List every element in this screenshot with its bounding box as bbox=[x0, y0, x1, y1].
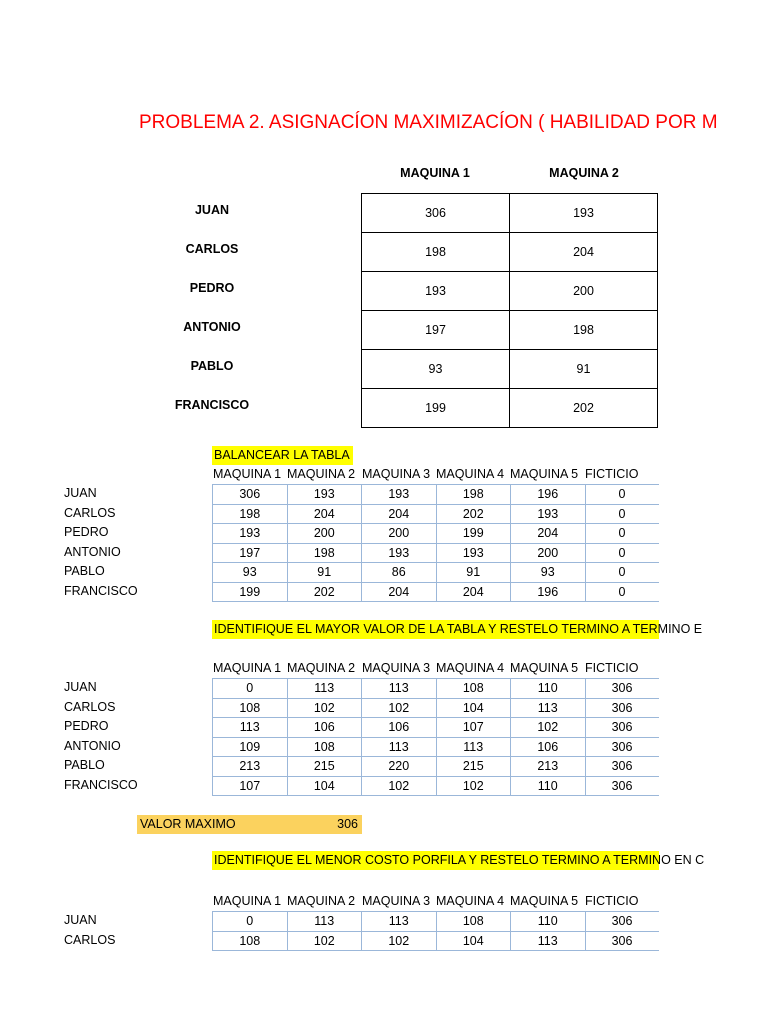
table-cell[interactable]: 104 bbox=[436, 698, 511, 718]
section1-col-header: MAQUINA 3 bbox=[362, 467, 431, 481]
table-cell[interactable]: 199 bbox=[213, 582, 288, 602]
table-cell[interactable]: 200 bbox=[510, 272, 658, 311]
table-cell[interactable]: 91 bbox=[510, 350, 658, 389]
section3-col-header: MAQUINA 3 bbox=[362, 894, 431, 908]
table-cell[interactable]: 106 bbox=[511, 737, 586, 757]
table-row bbox=[213, 543, 659, 563]
table-cell[interactable]: 113 bbox=[287, 912, 362, 932]
table-cell[interactable]: 110 bbox=[511, 912, 586, 932]
table-row bbox=[213, 757, 659, 777]
table-cell[interactable]: 198 bbox=[436, 485, 511, 505]
table-cell[interactable]: 306 bbox=[362, 194, 510, 233]
table-cell[interactable]: 0 bbox=[213, 679, 288, 699]
table-cell[interactable]: 193 bbox=[362, 272, 510, 311]
table-cell[interactable]: 306 bbox=[585, 912, 659, 932]
section1-row-label: FRANCISCO bbox=[64, 583, 138, 598]
table-cell[interactable]: 108 bbox=[213, 698, 288, 718]
table-row bbox=[213, 582, 659, 602]
table-cell[interactable]: 198 bbox=[510, 311, 658, 350]
section1-col-header: MAQUINA 4 bbox=[436, 467, 505, 481]
table-cell[interactable]: 113 bbox=[362, 912, 437, 932]
section2-col-header: MAQUINA 4 bbox=[436, 661, 505, 675]
table-row bbox=[213, 563, 659, 583]
table-cell[interactable]: 104 bbox=[287, 776, 362, 796]
table-cell[interactable]: 306 bbox=[585, 679, 659, 699]
table-cell[interactable]: 200 bbox=[362, 524, 437, 544]
section3-col-header: MAQUINA 4 bbox=[436, 894, 505, 908]
table1-row-label: FRANCISCO bbox=[174, 398, 250, 412]
table-row bbox=[362, 272, 658, 311]
table-cell[interactable]: 113 bbox=[287, 679, 362, 699]
table-cell[interactable]: 110 bbox=[511, 679, 586, 699]
table-cell[interactable]: 306 bbox=[585, 931, 659, 951]
table-cell[interactable]: 200 bbox=[511, 543, 586, 563]
table-cell[interactable]: 204 bbox=[287, 504, 362, 524]
table-cell[interactable]: 102 bbox=[287, 698, 362, 718]
section3-row-label: JUAN bbox=[64, 913, 97, 927]
section2-row-label: PEDRO bbox=[64, 719, 109, 733]
valor-maximo-label: VALOR MAXIMO bbox=[140, 817, 236, 831]
section1-col-header: FICTICIO bbox=[585, 467, 639, 481]
section3-banner: IDENTIFIQUE EL MENOR COSTO PORFILA Y RESTELO TERMINO A TERMINO EN C bbox=[212, 851, 659, 870]
section2-col-header: MAQUINA 5 bbox=[510, 661, 579, 675]
table-cell[interactable]: 102 bbox=[362, 698, 437, 718]
table-cell[interactable]: 213 bbox=[213, 757, 288, 777]
table-row bbox=[213, 931, 659, 951]
table-cell[interactable]: 110 bbox=[511, 776, 586, 796]
table-cell[interactable]: 215 bbox=[287, 757, 362, 777]
table-cell[interactable]: 198 bbox=[362, 233, 510, 272]
table-cell[interactable]: 193 bbox=[510, 194, 658, 233]
section1-row-label: PABLO bbox=[64, 564, 105, 578]
page-title: PROBLEMA 2. ASIGNACÍON MAXIMIZACÍON ( HABILIDAD POR M bbox=[139, 112, 718, 133]
table-row bbox=[213, 912, 659, 932]
table1-row-label: PABLO bbox=[190, 359, 234, 373]
section3-col-header: MAQUINA 1 bbox=[213, 894, 282, 908]
table-row bbox=[213, 524, 659, 544]
table-cell[interactable]: 199 bbox=[436, 524, 511, 544]
table-cell[interactable]: 193 bbox=[362, 485, 437, 505]
table-cell[interactable]: 306 bbox=[585, 776, 659, 796]
table-cell[interactable]: 306 bbox=[585, 737, 659, 757]
table-cell[interactable]: 198 bbox=[213, 504, 288, 524]
table-cell[interactable]: 102 bbox=[287, 931, 362, 951]
table-cell[interactable]: 102 bbox=[511, 718, 586, 738]
section2-row-label: JUAN bbox=[64, 680, 97, 694]
table-cell[interactable]: 108 bbox=[436, 679, 511, 699]
table-cell[interactable]: 202 bbox=[287, 582, 362, 602]
table-row bbox=[213, 737, 659, 757]
table-row bbox=[213, 718, 659, 738]
table-cell[interactable]: 202 bbox=[510, 389, 658, 428]
valor-maximo-row bbox=[137, 815, 362, 834]
table-cell[interactable]: 220 bbox=[362, 757, 437, 777]
table1-row-label: ANTONIO bbox=[183, 320, 241, 334]
table-cell[interactable]: 108 bbox=[287, 737, 362, 757]
table1-row-label: JUAN bbox=[194, 203, 230, 217]
table-row bbox=[362, 311, 658, 350]
table-cell[interactable]: 108 bbox=[436, 912, 511, 932]
table-cell[interactable]: 104 bbox=[436, 931, 511, 951]
section1-col-header: MAQUINA 1 bbox=[213, 467, 282, 481]
table-cell[interactable]: 102 bbox=[362, 931, 437, 951]
table-cell[interactable]: 193 bbox=[511, 504, 586, 524]
table-cell[interactable]: 91 bbox=[436, 563, 511, 583]
table-cell[interactable]: 196 bbox=[511, 582, 586, 602]
table-row bbox=[213, 698, 659, 718]
table-cell[interactable]: 86 bbox=[362, 563, 437, 583]
table-cell[interactable]: 197 bbox=[362, 311, 510, 350]
table-cell[interactable]: 113 bbox=[362, 737, 437, 757]
table-row bbox=[362, 350, 658, 389]
table-cell[interactable]: 196 bbox=[511, 485, 586, 505]
section3-col-header: FICTICIO bbox=[585, 894, 639, 908]
table-cell[interactable]: 106 bbox=[287, 718, 362, 738]
table1-row-label: CARLOS bbox=[185, 242, 239, 256]
table-cell[interactable]: 113 bbox=[511, 698, 586, 718]
table-cell[interactable]: 91 bbox=[287, 563, 362, 583]
table-cell[interactable]: 198 bbox=[287, 543, 362, 563]
table-cell[interactable]: 193 bbox=[213, 524, 288, 544]
table-cell[interactable]: 202 bbox=[436, 504, 511, 524]
section1-row-label: JUAN bbox=[64, 486, 97, 500]
table1-header-2: MAQUINA 2 bbox=[549, 166, 619, 180]
table-row bbox=[362, 194, 658, 233]
table-cell[interactable]: 0 bbox=[585, 563, 659, 583]
section1-row-label: ANTONIO bbox=[64, 544, 121, 559]
table-cell[interactable]: 204 bbox=[511, 524, 586, 544]
table-cell[interactable]: 199 bbox=[362, 389, 510, 428]
table-cell[interactable]: 0 bbox=[585, 543, 659, 563]
table1-grid bbox=[361, 193, 658, 428]
section2-col-header: FICTICIO bbox=[585, 661, 639, 675]
table-cell[interactable]: 106 bbox=[362, 718, 437, 738]
section3-col-header: MAQUINA 2 bbox=[287, 894, 356, 908]
table-cell[interactable]: 113 bbox=[511, 931, 586, 951]
table-cell[interactable]: 204 bbox=[362, 504, 437, 524]
table-cell[interactable]: 213 bbox=[511, 757, 586, 777]
table-row bbox=[213, 679, 659, 699]
table-row bbox=[213, 504, 659, 524]
table-cell[interactable]: 215 bbox=[436, 757, 511, 777]
table-cell[interactable]: 0 bbox=[585, 524, 659, 544]
table-cell[interactable]: 306 bbox=[213, 485, 288, 505]
valor-maximo-value[interactable]: 306 bbox=[337, 817, 358, 831]
table-cell[interactable]: 113 bbox=[362, 679, 437, 699]
table-cell[interactable]: 0 bbox=[585, 504, 659, 524]
table-cell[interactable]: 109 bbox=[213, 737, 288, 757]
section2-row-label: CARLOS bbox=[64, 699, 116, 714]
table-cell[interactable]: 93 bbox=[213, 563, 288, 583]
section1-col-header: MAQUINA 2 bbox=[287, 467, 356, 481]
table-cell[interactable]: 193 bbox=[362, 543, 437, 563]
section2-col-header: MAQUINA 2 bbox=[287, 661, 356, 675]
section1-banner: BALANCEAR LA TABLA bbox=[212, 446, 353, 465]
section2-col-header: MAQUINA 1 bbox=[213, 661, 282, 675]
table-cell[interactable]: 113 bbox=[213, 718, 288, 738]
table-cell[interactable]: 102 bbox=[436, 776, 511, 796]
table-cell[interactable]: 197 bbox=[213, 543, 288, 563]
table-cell[interactable]: 204 bbox=[362, 582, 437, 602]
table-cell[interactable]: 306 bbox=[585, 718, 659, 738]
table-cell[interactable]: 102 bbox=[362, 776, 437, 796]
table-cell[interactable]: 107 bbox=[436, 718, 511, 738]
section2-grid bbox=[212, 678, 659, 796]
table-cell[interactable]: 193 bbox=[436, 543, 511, 563]
table-cell[interactable]: 193 bbox=[287, 485, 362, 505]
section1-row-label: PEDRO bbox=[64, 525, 109, 539]
table-cell[interactable]: 0 bbox=[585, 485, 659, 505]
table1-row-label: PEDRO bbox=[189, 281, 235, 295]
section1-row-label: CARLOS bbox=[64, 505, 116, 520]
table-cell[interactable]: 204 bbox=[510, 233, 658, 272]
section3-row-label: CARLOS bbox=[64, 932, 116, 947]
section2-row-label: ANTONIO bbox=[64, 738, 121, 753]
section1-col-header: MAQUINA 5 bbox=[510, 467, 579, 481]
table-row bbox=[213, 485, 659, 505]
section3-col-header: MAQUINA 5 bbox=[510, 894, 579, 908]
table-cell[interactable]: 113 bbox=[436, 737, 511, 757]
table-cell[interactable]: 0 bbox=[585, 582, 659, 602]
table-row bbox=[213, 776, 659, 796]
table-cell[interactable]: 107 bbox=[213, 776, 288, 796]
table-cell[interactable]: 0 bbox=[213, 912, 288, 932]
table-cell[interactable]: 200 bbox=[287, 524, 362, 544]
table-row bbox=[362, 233, 658, 272]
table-row bbox=[362, 389, 658, 428]
section1-grid bbox=[212, 484, 659, 602]
section2-banner: IDENTIFIQUE EL MAYOR VALOR DE LA TABLA Y RESTELO TERMINO A TERMINO E bbox=[212, 620, 659, 639]
table-cell[interactable]: 204 bbox=[436, 582, 511, 602]
section2-row-label: PABLO bbox=[64, 758, 105, 772]
table-cell[interactable]: 93 bbox=[511, 563, 586, 583]
table1-header-1: MAQUINA 1 bbox=[400, 166, 470, 180]
table-cell[interactable]: 306 bbox=[585, 757, 659, 777]
section2-col-header: MAQUINA 3 bbox=[362, 661, 431, 675]
table-cell[interactable]: 93 bbox=[362, 350, 510, 389]
table-cell[interactable]: 108 bbox=[213, 931, 288, 951]
section3-grid bbox=[212, 911, 659, 951]
section2-row-label: FRANCISCO bbox=[64, 777, 138, 792]
table-cell[interactable]: 306 bbox=[585, 698, 659, 718]
